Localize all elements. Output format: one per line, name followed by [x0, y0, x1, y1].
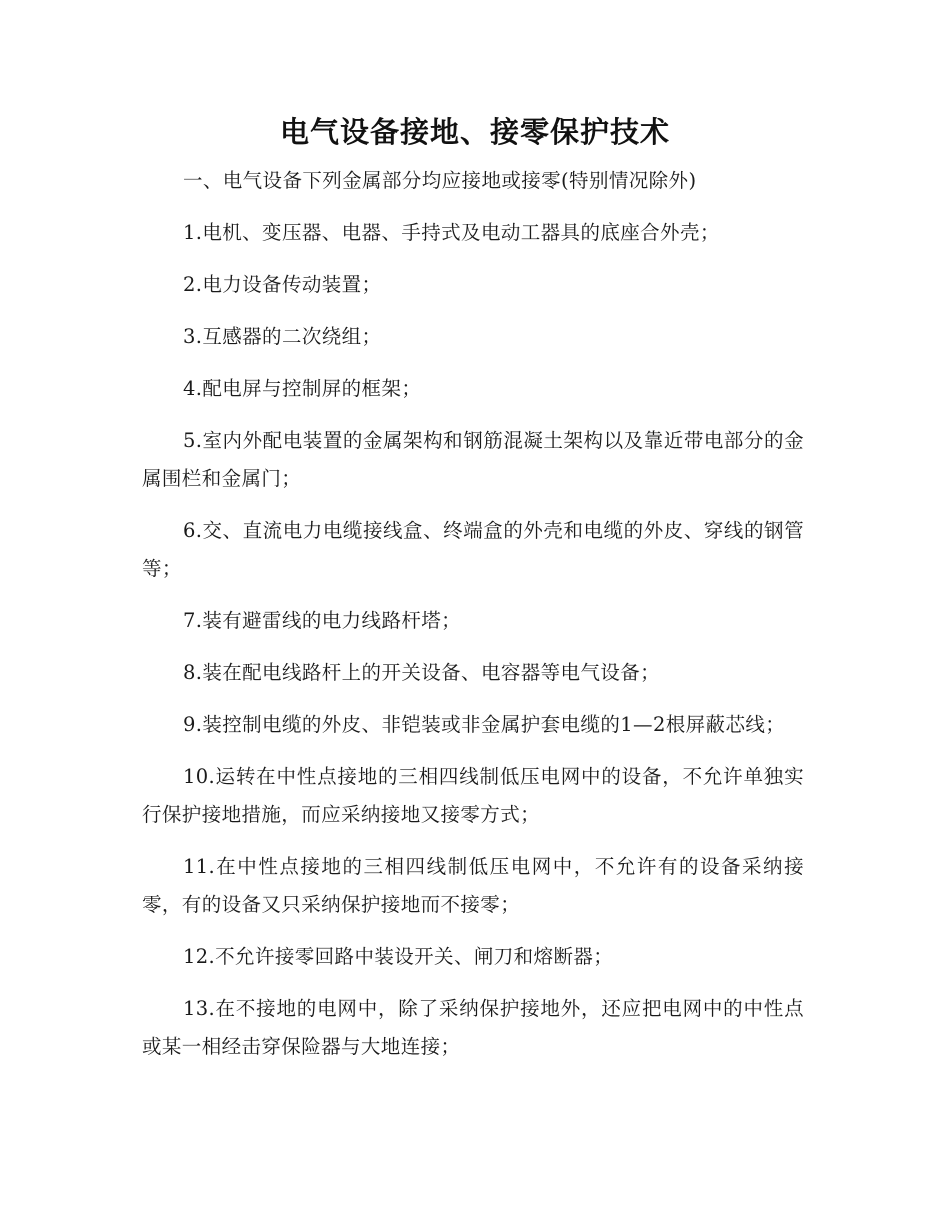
list-item: 8.装在配电线路杆上的开关设备、电容器等电气设备；	[182, 661, 661, 684]
list-item: 9.装控制电缆的外皮、非铠装或非金属护套电缆的1—2根屏蔽芯线；	[182, 713, 786, 736]
list-item: 10.运转在中性点接地的三相四线制低压电网中的设备，不允许单独实行保护接地措施，而应采纳接地又接零方式；	[142, 765, 804, 826]
list-item: 1.电机、变压器、电器、手持式及电动工器具的底座合外壳；	[182, 221, 720, 244]
list-item: 3.互感器的二次绕组；	[182, 325, 382, 348]
list-item: 4.配电屏与控制屏的框架；	[182, 377, 422, 400]
list-item: 7.装有避雷线的电力线路杆塔；	[182, 609, 462, 632]
list-item: 5.室内外配电装置的金属架构和钢筋混凝土架构以及靠近带电部分的金属围栏和金属门；	[142, 429, 804, 490]
section-heading: 一、电气设备下列金属部分均应接地或接零(特别情况除外)	[182, 169, 697, 192]
list-item: 2.电力设备传动装置；	[182, 273, 382, 296]
list-item: 11.在中性点接地的三相四线制低压电网中，不允许有的设备采纳接零，有的设备又只采纳保护接地而不接零；	[142, 855, 804, 916]
document-title: 电气设备接地、接零保护技术	[279, 115, 670, 149]
list-item: 6.交、直流电力电缆接线盒、终端盒的外壳和电缆的外皮、穿线的钢管等；	[142, 519, 804, 580]
list-item: 12.不允许接零回路中装设开关、闸刀和熔断器；	[182, 945, 614, 968]
document-body	[142, 162, 804, 1066]
list-item: 13.在不接地的电网中，除了采纳保护接地外，还应把电网中的中性点或某一相经击穿保险器与大地连接；	[142, 997, 804, 1058]
